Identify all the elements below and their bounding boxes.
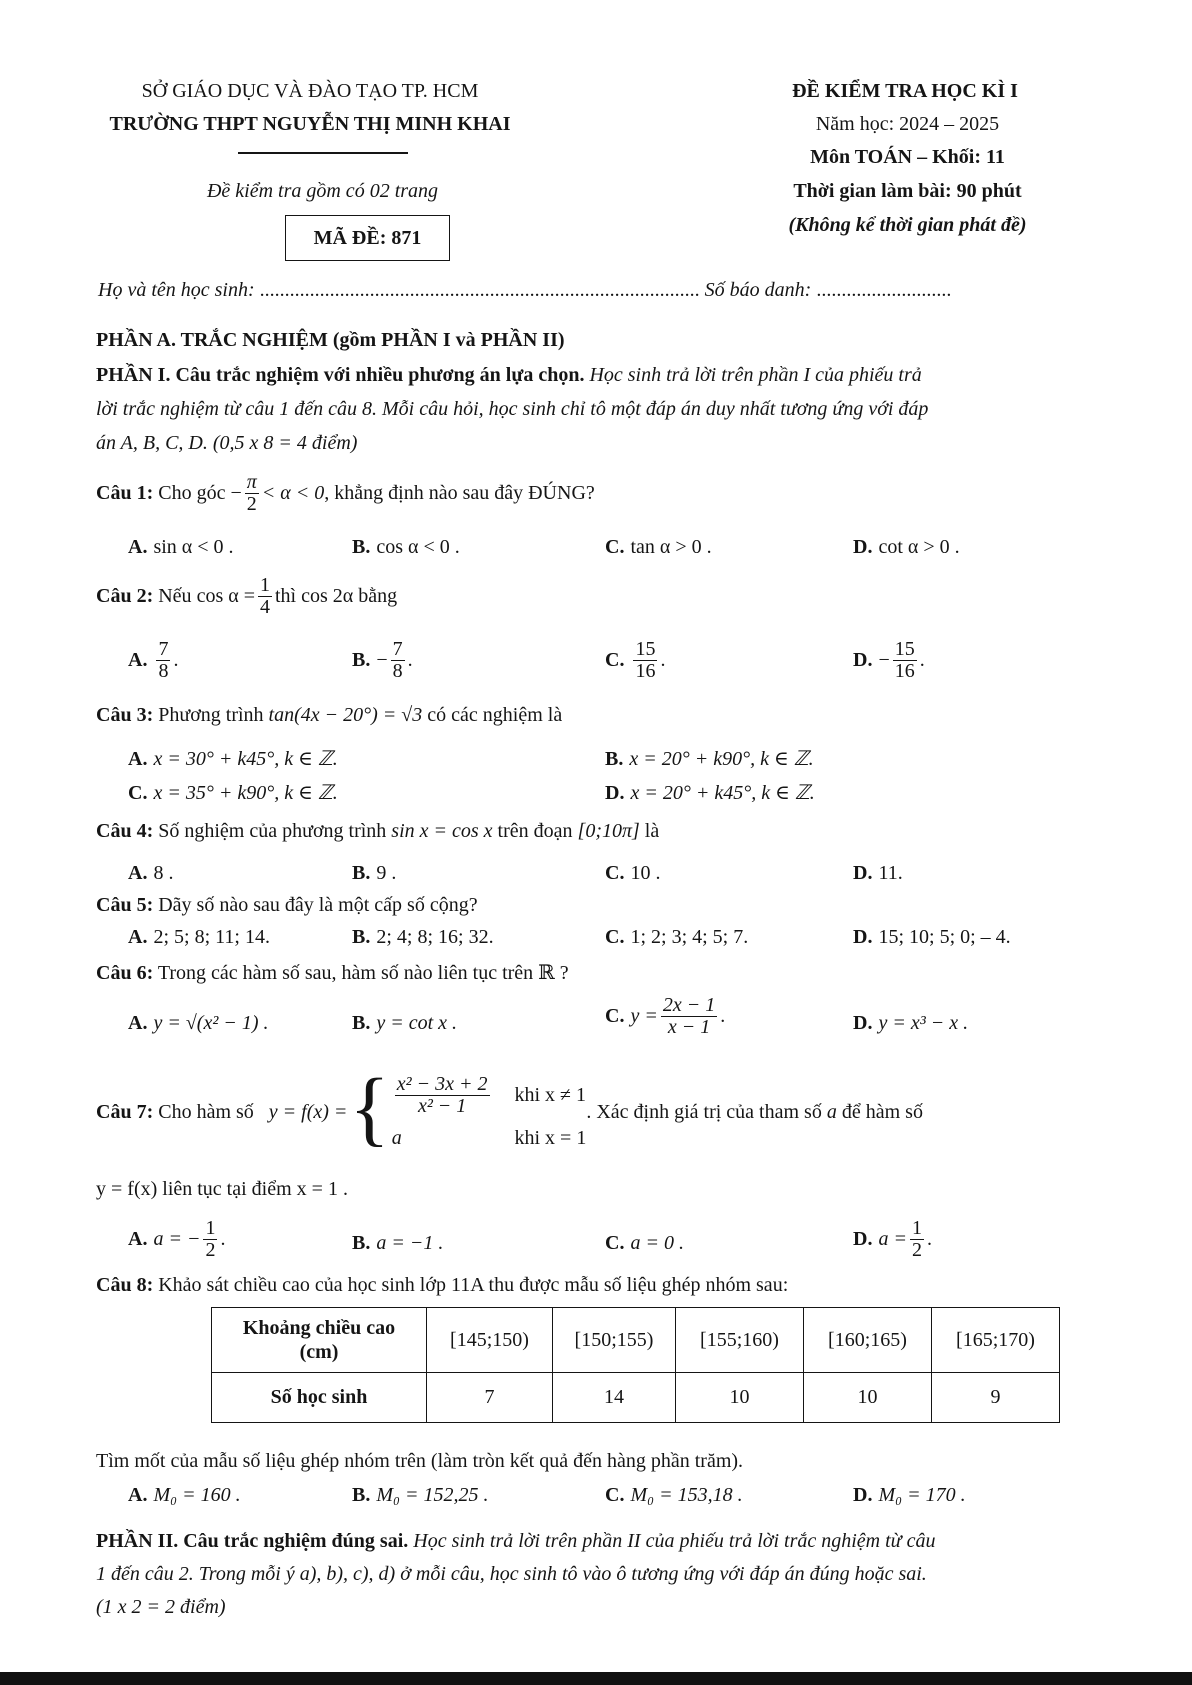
- question-5-option-c[interactable]: [605, 926, 748, 949]
- option-label: B.: [605, 748, 624, 770]
- question-1-option-d[interactable]: [853, 536, 960, 559]
- exam-code-box: [285, 215, 450, 261]
- option-label: B.: [352, 1012, 371, 1034]
- option-label: A.: [128, 1012, 148, 1034]
- question-4-option-c[interactable]: [605, 862, 660, 885]
- question-3-option-b[interactable]: [605, 746, 814, 771]
- option-label: C.: [605, 1005, 625, 1027]
- question-3-option-d[interactable]: [605, 780, 815, 805]
- question-5-label: Câu 5:: [96, 894, 154, 916]
- frac-num: 2x − 1: [662, 994, 716, 1016]
- question-2-text-a: Nếu: [158, 585, 192, 607]
- table-row-intervals: [212, 1308, 1060, 1373]
- part2-title: PHẦN II. Câu trắc nghiệm đúng sai.: [96, 1530, 409, 1552]
- question-6-option-a[interactable]: [128, 1012, 269, 1035]
- part1-intro-line3: án A, B, C, D. (0,5 x 8 = 4 điểm): [96, 432, 358, 454]
- question-3-equation: tan(4x − 20°) = √3: [268, 704, 423, 726]
- option-label: C.: [605, 1484, 625, 1506]
- frac-den: x² − 1: [417, 1095, 467, 1117]
- option-dot: .: [173, 649, 179, 671]
- option-fraction: [893, 639, 917, 682]
- candidate-id-field: ...........................: [816, 279, 952, 301]
- frac-num: 1: [259, 574, 270, 596]
- question-7-option-c[interactable]: [605, 1232, 684, 1255]
- option-text: 2; 4; 8; 16; 32.: [376, 926, 494, 948]
- option-text: y = √(x² − 1) .: [153, 1012, 269, 1034]
- question-1-option-b[interactable]: [352, 536, 460, 559]
- question-7-label: Câu 7:: [96, 1100, 154, 1123]
- question-4-option-a[interactable]: [128, 862, 173, 885]
- option-text: cot α > 0 .: [878, 536, 960, 558]
- option-text: 10 .: [630, 862, 661, 884]
- option-fraction: [203, 1218, 217, 1261]
- case-1-condition: khi x ≠ 1: [514, 1084, 587, 1106]
- option-fraction: [633, 639, 657, 682]
- table-interval-cell: [155;160): [676, 1308, 804, 1373]
- option-label: B.: [352, 926, 371, 948]
- table-header-line-1: Khoảng chiều cao: [242, 1317, 396, 1339]
- frac-den: 8: [392, 660, 403, 682]
- frequency-table: [211, 1307, 1060, 1423]
- school-year: Năm học: 2024 – 2025: [815, 113, 1000, 135]
- question-7-option-b[interactable]: [352, 1232, 443, 1255]
- option-text: x = 20° + k45°, k ∈ ℤ.: [630, 782, 815, 804]
- question-2-option-b[interactable]: [352, 639, 413, 682]
- question-4-text-b: trên đoạn: [497, 820, 573, 842]
- option-fraction: [661, 995, 717, 1038]
- question-5: [96, 894, 478, 917]
- question-2-text-b: thì: [274, 585, 297, 607]
- option-label: A.: [128, 748, 148, 770]
- option-text: M₀ = 153,18 .: [630, 1484, 743, 1506]
- option-sign: −: [376, 649, 388, 671]
- option-text: a = −: [153, 1228, 201, 1250]
- question-2-option-c[interactable]: [605, 639, 665, 682]
- question-1-option-a[interactable]: [128, 536, 234, 559]
- frac-num: 15: [894, 638, 915, 660]
- question-3-option-a[interactable]: [128, 746, 338, 771]
- question-3-option-c[interactable]: [128, 780, 338, 805]
- question-7-option-d[interactable]: D. a = $\frac{1}{2}$ .: [853, 1217, 932, 1261]
- frac-den: 2: [911, 1239, 922, 1261]
- question-8-option-b[interactable]: [352, 1484, 488, 1507]
- student-name-field: ........................................................................................: [259, 279, 700, 301]
- frac-den: 2: [205, 1239, 216, 1261]
- option-text: y = x³ − x .: [878, 1012, 969, 1034]
- option-text: a = −1 .: [376, 1232, 444, 1254]
- option-label: A.: [128, 1484, 148, 1506]
- question-2-fraction: [258, 575, 272, 618]
- question-2-option-d[interactable]: [853, 639, 925, 682]
- question-2-option-a[interactable]: [128, 639, 178, 682]
- frac-num: 15: [635, 638, 656, 660]
- question-7-text-c: để hàm số: [841, 1100, 923, 1123]
- option-label: B.: [352, 1232, 371, 1254]
- question-6-option-c[interactable]: C. y = $\frac{2x - 1}{x - 1}$ .: [605, 994, 726, 1038]
- header-rule: [238, 152, 408, 154]
- question-7-option-a[interactable]: A. a = − $\frac{1}{2}$ .: [128, 1217, 226, 1261]
- option-text: a = 0 .: [630, 1232, 684, 1254]
- table-interval-cell: [165;170): [932, 1308, 1060, 1373]
- student-name-line: [98, 279, 951, 302]
- left-brace: {: [349, 1062, 390, 1156]
- question-5-option-b[interactable]: [352, 926, 494, 949]
- frac-den: 8: [158, 660, 169, 682]
- part2-intro-line2: 1 đến câu 2. Trong mỗi ý a), b), c), d) ở mỗi câu, học sinh tô vào ô tương ứng với đáp án đúng hoặc sai.: [96, 1563, 927, 1585]
- option-fraction: [156, 639, 170, 682]
- question-5-option-d[interactable]: [853, 926, 1011, 949]
- question-1: [96, 472, 595, 515]
- table-interval-cell: [145;150): [427, 1308, 553, 1373]
- option-label: D.: [853, 649, 873, 671]
- table-count-cell: 7: [427, 1373, 553, 1423]
- option-dot: .: [407, 649, 413, 671]
- table-interval-cell: [160;165): [804, 1308, 932, 1373]
- option-text: y = cot x .: [376, 1012, 458, 1034]
- part-a-title: PHẦN A. TRẮC NGHIỆM (gồm PHẦN I và PHẦN II): [96, 329, 565, 351]
- question-2-cos: cos α =: [196, 585, 255, 607]
- frac-den: 16: [894, 660, 915, 682]
- option-text: 1; 2; 3; 4; 5; 7.: [630, 926, 749, 948]
- question-3: [96, 704, 562, 727]
- option-text: tan α > 0 .: [630, 536, 712, 558]
- frac-num: 1: [205, 1217, 216, 1239]
- question-6-label: Câu 6:: [96, 962, 154, 984]
- question-7-function: y = f(x) =: [268, 1100, 348, 1123]
- option-label: A.: [128, 649, 148, 671]
- option-label: C.: [128, 782, 148, 804]
- part2-intro-line3: (1 x 2 = 2 điểm): [96, 1596, 226, 1618]
- frac-num: 7: [392, 638, 403, 660]
- question-3-label: Câu 3:: [96, 704, 154, 726]
- question-2: [96, 575, 397, 618]
- question-1-text-b: , khẳng định nào sau đây ĐÚNG?: [324, 482, 595, 504]
- option-text: M₀ = 160 .: [153, 1484, 241, 1506]
- question-8-option-d[interactable]: [853, 1484, 966, 1507]
- option-text: M₀ = 170 .: [878, 1484, 966, 1506]
- table-header-cell: [212, 1308, 427, 1373]
- case-2-value: a: [391, 1127, 402, 1149]
- question-4-option-d[interactable]: [853, 862, 903, 885]
- question-4-text-a: Số nghiệm của phương trình: [158, 820, 387, 842]
- option-label: D.: [853, 1228, 873, 1250]
- option-label: B.: [352, 862, 371, 884]
- option-text: 9 .: [376, 862, 397, 884]
- question-4-label: Câu 4:: [96, 820, 154, 842]
- question-4-text-c: là: [644, 820, 660, 842]
- table-count-cell: 9: [932, 1373, 1060, 1423]
- piecewise-cases: [392, 1074, 587, 1150]
- option-text: y =: [630, 1005, 658, 1027]
- question-8: [96, 1274, 788, 1297]
- table-row-counts: [212, 1373, 1060, 1423]
- option-label: A.: [128, 862, 148, 884]
- question-4-equation: sin x = cos x: [391, 820, 493, 842]
- option-label: D.: [853, 926, 873, 948]
- question-3-text-a: Phương trình: [158, 704, 264, 726]
- part1-intro-line2: lời trắc nghiệm từ câu 1 đến câu 8. Mỗi câu hỏi, học sinh chỉ tô một đáp án duy nhất tương ứng với đáp: [96, 398, 929, 420]
- option-label: B.: [352, 1484, 371, 1506]
- case-2-condition: khi x = 1: [514, 1127, 587, 1149]
- option-text: a =: [878, 1228, 907, 1250]
- question-4-interval: [0;10π]: [577, 820, 640, 842]
- option-label: C.: [605, 536, 625, 558]
- option-text: 2; 5; 8; 11; 14.: [153, 926, 270, 948]
- option-fraction: [391, 639, 405, 682]
- option-label: B.: [352, 649, 371, 671]
- option-label: D.: [853, 1484, 873, 1506]
- option-text: sin α < 0 .: [153, 536, 234, 558]
- department-name: SỞ GIÁO DỤC VÀ ĐÀO TẠO TP. HCM: [141, 80, 479, 102]
- option-sign: −: [878, 649, 890, 671]
- question-8-label: Câu 8:: [96, 1274, 154, 1296]
- duration: Thời gian làm bài: 90 phút: [793, 180, 1022, 202]
- part1-intro-line1: [96, 364, 922, 387]
- question-7: [96, 1060, 923, 1164]
- question-5-option-a[interactable]: [128, 926, 270, 949]
- exam-title: ĐỀ KIỂM TRA HỌC KÌ I: [792, 80, 1018, 102]
- question-2-text-c: bằng: [358, 585, 398, 607]
- option-text: 15; 10; 5; 0; – 4.: [878, 926, 1011, 948]
- option-text: 8 .: [153, 862, 174, 884]
- table-row-label: Số học sinh: [212, 1373, 427, 1423]
- option-label: A.: [128, 1228, 148, 1250]
- question-8-option-a[interactable]: [128, 1484, 241, 1507]
- question-6-text: Trong các hàm số sau, hàm số nào liên tục trên ℝ ?: [157, 962, 569, 984]
- frac-num: 7: [158, 638, 169, 660]
- question-6-option-b[interactable]: [352, 1012, 457, 1035]
- question-8-text: Khảo sát chiều cao của học sinh lớp 11A thu được mẫu số liệu ghép nhóm sau:: [158, 1274, 789, 1296]
- option-dot: .: [919, 649, 925, 671]
- option-text: 11.: [878, 862, 903, 884]
- question-5-text: Dãy số nào sau đây là một cấp số cộng?: [158, 894, 478, 916]
- question-2-label: Câu 2:: [96, 585, 154, 607]
- frac-den: 16: [635, 660, 656, 682]
- question-2-cos2: cos 2α: [301, 585, 354, 607]
- option-label: A.: [128, 926, 148, 948]
- frac-num: 1: [911, 1217, 922, 1239]
- question-1-option-c[interactable]: [605, 536, 712, 559]
- question-1-condition: < α < 0: [261, 482, 325, 504]
- question-8-prompt: Tìm mốt của mẫu số liệu ghép nhóm trên (làm tròn kết quả đến hàng phần trăm).: [96, 1450, 744, 1472]
- frac-den: 4: [259, 596, 270, 618]
- question-1-minus: −: [230, 482, 242, 504]
- question-7-text-b: . Xác định giá trị của tham số: [586, 1100, 822, 1123]
- pages-note: Đề kiểm tra gồm có 02 trang: [206, 180, 439, 202]
- subject-grade: Môn TOÁN – Khối: 11: [810, 146, 1005, 168]
- question-3-text-b: có các nghiệm là: [427, 704, 563, 726]
- exam-code: MÃ ĐỀ: 871: [313, 227, 422, 249]
- option-label: D.: [853, 536, 873, 558]
- part1-instructions: Học sinh trả lời trên phần I của phiếu trả: [589, 364, 922, 386]
- option-label: D.: [853, 862, 873, 884]
- candidate-id-label: Số báo danh:: [704, 279, 812, 301]
- school-name: TRƯỜNG THPT NGUYỄN THỊ MINH KHAI: [109, 113, 511, 135]
- option-text: x = 35° + k90°, k ∈ ℤ.: [153, 782, 338, 804]
- part2-instructions: Học sinh trả lời trên phần II của phiếu trả lời trắc nghiệm từ câu: [413, 1530, 936, 1552]
- option-label: D.: [853, 1012, 873, 1034]
- option-text: cos α < 0 .: [376, 536, 460, 558]
- option-text: x = 30° + k45°, k ∈ ℤ.: [153, 748, 338, 770]
- frac-den: 2: [246, 493, 257, 515]
- question-1-pi-over-2: [245, 472, 259, 515]
- option-label: C.: [605, 862, 625, 884]
- option-dot: .: [660, 649, 666, 671]
- frac-den: x − 1: [667, 1016, 711, 1038]
- option-label: C.: [605, 1232, 625, 1254]
- option-label: C.: [605, 926, 625, 948]
- frac-num: x² − 3x + 2: [396, 1073, 488, 1095]
- question-7-line-2: y = f(x) liên tục tại điểm x = 1 .: [96, 1178, 348, 1200]
- option-label: B.: [352, 536, 371, 558]
- question-6-option-d[interactable]: [853, 1012, 968, 1035]
- question-8-option-c[interactable]: [605, 1484, 743, 1507]
- table-interval-cell: [150;155): [553, 1308, 676, 1373]
- question-4-option-b[interactable]: [352, 862, 396, 885]
- option-text: M₀ = 152,25 .: [376, 1484, 489, 1506]
- frac-num: π: [246, 471, 257, 493]
- table-count-cell: 10: [676, 1373, 804, 1423]
- question-7-param: a: [826, 1100, 837, 1123]
- option-label: A.: [128, 536, 148, 558]
- part1-title: PHẦN I. Câu trắc nghiệm với nhiều phương án lựa chọn.: [96, 364, 585, 386]
- question-7-text-a: Cho hàm số: [158, 1100, 254, 1123]
- question-4: [96, 820, 659, 843]
- question-1-label: Câu 1:: [96, 482, 154, 504]
- table-count-cell: 10: [804, 1373, 932, 1423]
- table-header-line-2: (cm): [299, 1341, 339, 1363]
- question-1-text-a: Cho góc: [158, 482, 226, 504]
- case-1-fraction: [395, 1074, 490, 1117]
- option-label: D.: [605, 782, 625, 804]
- table-count-cell: 14: [553, 1373, 676, 1423]
- question-6: [96, 960, 569, 985]
- duration-note: (Không kể thời gian phát đề): [788, 214, 1027, 236]
- bottom-rule: [0, 1672, 1192, 1685]
- option-label: C.: [605, 649, 625, 671]
- option-text: x = 20° + k90°, k ∈ ℤ.: [629, 748, 814, 770]
- part2-intro-line1: [96, 1530, 935, 1553]
- option-fraction: [910, 1218, 924, 1261]
- student-name-label: Họ và tên học sinh:: [98, 279, 255, 301]
